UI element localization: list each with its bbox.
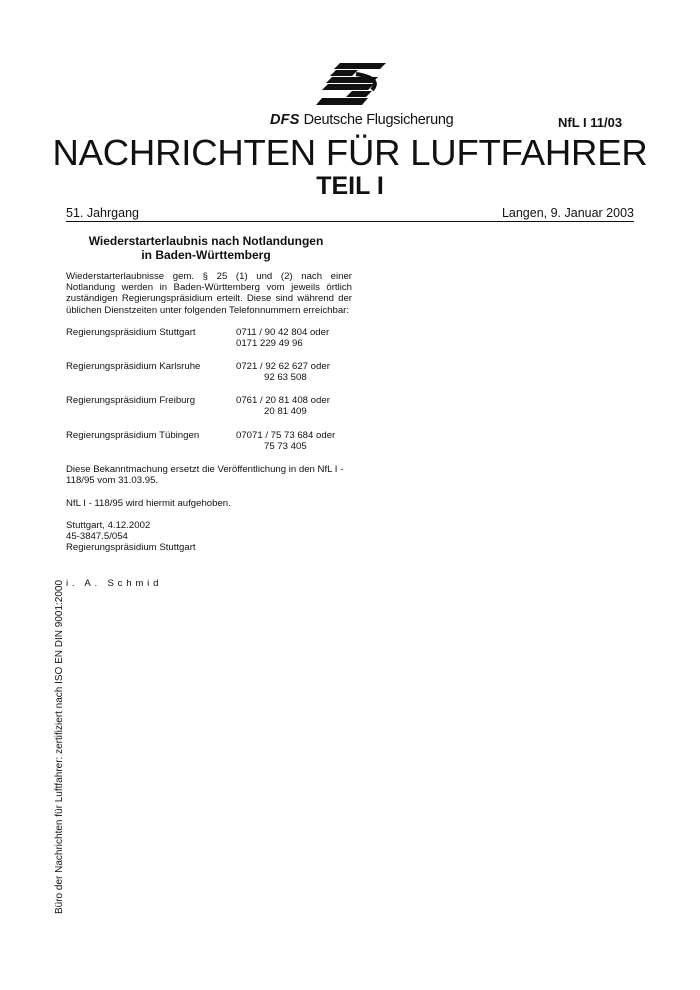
contact-phone [236,361,330,383]
certification-side-note: Büro der Nachrichten für Luftfahrer: zertifiziert nach ISO EN DIN 9001:2000 [54,579,65,914]
brand-name [270,112,453,128]
issuer-block [66,520,352,554]
contact-phone [236,327,329,349]
contact-phone-line-1: 0711 / 90 42 804 oder [236,327,330,338]
header-divider [66,221,634,222]
contact-phone-line-2: 0171 229 49 96 [236,338,303,350]
contact-phone [236,430,335,452]
contact-phone-line-1: 0761 / 20 81 408 oder [236,395,330,406]
contact-phone [236,395,330,417]
article-intro: Wiederstarterlaubnisse gem. § 25 (1) und (2) nach einer Notlandung werden in Baden-Württemberg vom jeweils örtlich zuständigen Regierungspräsidium erteilt. Diese sind während der üblichen Dienstzeiten unter folgenden Telefonnummern erreichbar: [66,271,352,316]
replacement-note: Diese Bekanntmachung ersetzt die Veröffentlichung in den NfL I - 118/95 vom 31.03.95. [66,464,344,487]
issuer-name: Regierungspräsidium Stuttgart [66,542,196,554]
signature: i. A. Schmid [66,578,163,589]
contact-phone-line-2: 20 81 409 [264,406,307,418]
volume-label: 51. Jahrgang [66,206,139,220]
publication-part: TEIL I [316,172,384,200]
issuer-place-date: Stuttgart, 4.12.2002 [66,520,151,531]
brand-abbreviation: DFS [270,112,300,128]
brand-full-name: Deutsche Flugsicherung [303,112,454,128]
contact-phone-line-2: 75 73 405 [264,441,307,453]
contact-office: Regierungspräsidium Tübingen [66,430,200,441]
contact-phone-line-1: 07071 / 75 73 684 oder [236,430,336,441]
issuer-reference: 45-3847.5/054 [66,531,128,543]
article-title [66,234,346,262]
contact-office: Regierungspräsidium Karlsruhe [66,361,201,372]
dfs-logo-icon [316,60,388,108]
article-title-line-1: Wiederstarterlaubnis nach Notlandungen [88,234,324,248]
contact-phone-line-2: 92 63 508 [264,372,307,384]
contact-office: Regierungspräsidium Stuttgart [66,327,196,338]
issue-code: NfL I 11/03 [558,115,623,130]
publication-title: NACHRICHTEN FÜR LUFTFAHRER [52,132,648,173]
contact-phone-line-1: 0721 / 92 62 627 oder [236,361,330,372]
issue-place-date: Langen, 9. Januar 2003 [501,206,634,220]
article-title-line-2: in Baden-Württemberg [141,248,271,262]
contact-office: Regierungspräsidium Freiburg [66,395,196,406]
repeal-note: NfL I - 118/95 wird hiermit aufgehoben. [66,498,231,509]
